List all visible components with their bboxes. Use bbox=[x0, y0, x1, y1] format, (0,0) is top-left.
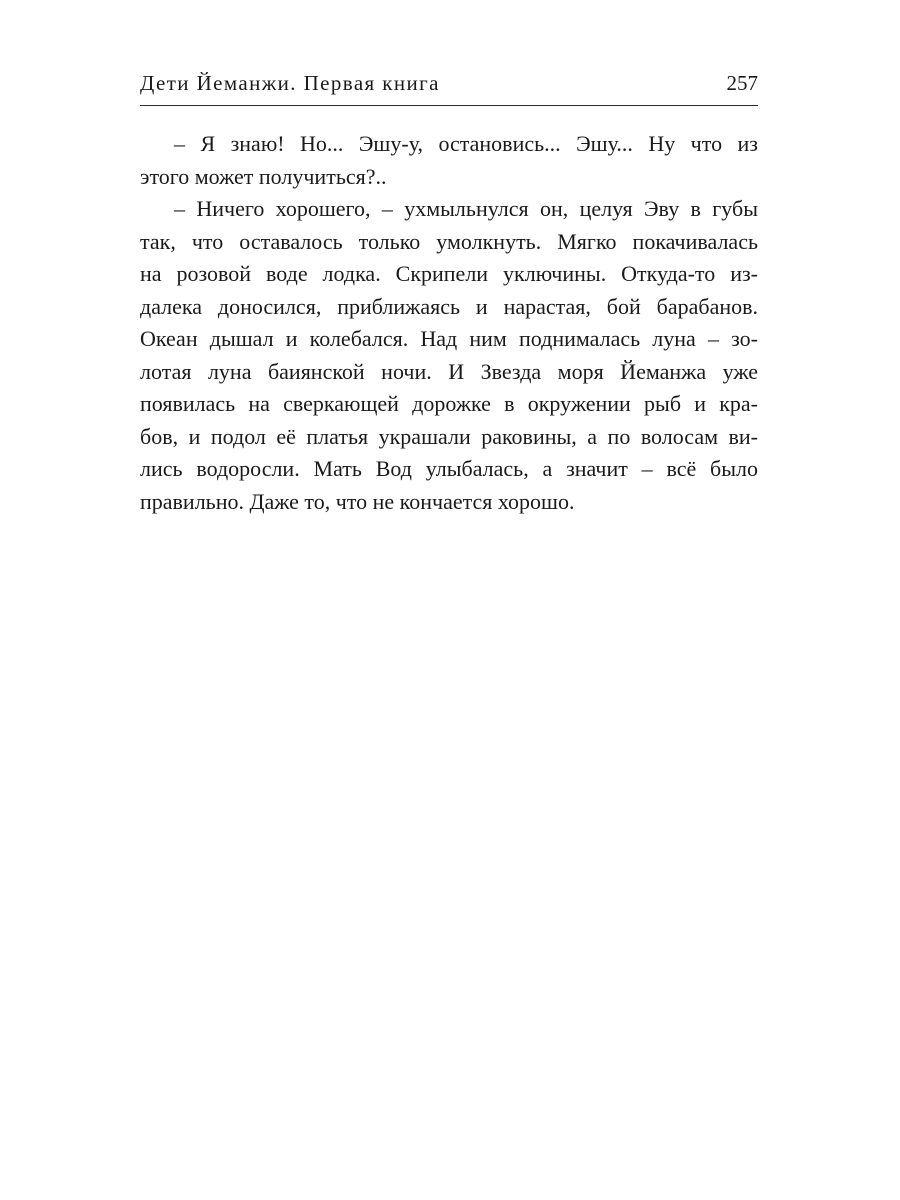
running-head bbox=[140, 66, 758, 100]
header-rule bbox=[140, 105, 758, 106]
text-line: появилась на сверкающей дорожке в окружении рыб и кра- bbox=[140, 391, 758, 416]
text-line: бов, и подол её платья украшали раковины, а по волосам ви- bbox=[140, 423, 758, 449]
text-line: на розовой воде лодка. Скрипели уключины. Откуда-то из- bbox=[140, 261, 758, 286]
body-text bbox=[140, 128, 758, 518]
text-line: – Я знаю! Но... Эшу-у, остановись... Эшу... Ну что из bbox=[174, 131, 758, 156]
text-line: лись водоросли. Мать Вод улыбалась, а значит – всё было bbox=[140, 456, 758, 481]
text-line: Океан дышал и колебался. Над ним поднималась луна – зо- bbox=[140, 326, 758, 351]
text-line: так, что оставалось только умолкнуть. Мягко покачивалась bbox=[140, 228, 758, 254]
text-line: далека доносился, приближаясь и нарастая, бой барабанов. bbox=[140, 293, 758, 319]
running-title: Дети Йеманжи. Первая книга bbox=[140, 71, 440, 95]
text-line: правильно. Даже то, что не кончается хорошо. bbox=[140, 488, 575, 514]
page-number: 257 bbox=[726, 71, 758, 95]
text-line: этого может получиться?.. bbox=[140, 163, 387, 189]
text-line: – Ничего хорошего, – ухмыльнулся он, целуя Эву в губы bbox=[174, 196, 758, 221]
text-line: лотая луна баиянской ночи. И Звезда моря Йеманжа уже bbox=[140, 358, 758, 384]
